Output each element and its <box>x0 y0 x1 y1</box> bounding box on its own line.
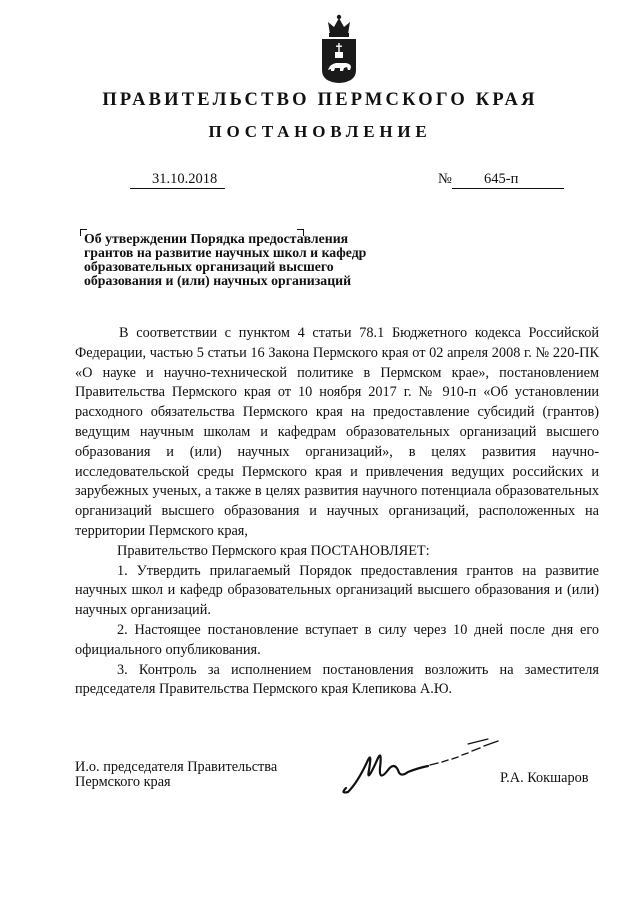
coat-of-arms-icon <box>318 12 360 84</box>
clause-3-paragraph: 3. Контроль за исполнением постановления возложить на заместителя председателя Правительства Пермского края Клепикова А.Ю. <box>75 661 599 698</box>
signer-position-line: Пермского края <box>75 774 171 790</box>
subject-line: образования и (или) научных организаций <box>84 273 352 288</box>
signer-name: Р.А. Кокшаров <box>500 770 589 786</box>
document-type: ПОСТАНОВЛЕНИЕ <box>208 122 432 141</box>
clause-2-paragraph: 2. Настоящее постановление вступает в силу через 10 дней после дня его официального опубликования. <box>75 621 599 658</box>
subject-line: образовательных организаций высшего <box>84 259 334 274</box>
government-title: ПРАВИТЕЛЬСТВО ПЕРМСКОГО КРАЯ <box>102 90 538 110</box>
preamble-paragraph: В соответствии с пунктом 4 статьи 78.1 Бюджетного кодекса Российской Федерации, частью 5 статьи 16 Закона Пермского края от 02 апреля 2008 г. № 220-ПК «О науке и научно-технической политике в Пермском крае», постановлением Правительства Пермского края от 10 ноября 2017 г. № 910-п «Об установлении расходного обязательства Пермского края на предоставление субсидий (грантов) ведущим научным школам и кафедрам образовательных организаций высшего образования и (или) научных организаций», в целях развития научно-исследовательской среды Пермского края и привлечения ведущих российских и зарубежных ученых, а также в целях развития научного потенциала образовательных организаций высшего образования и научных организаций, расположенных на территории Пермского края, <box>75 325 599 539</box>
document-number: 645-п <box>452 171 564 189</box>
document-date: 31.10.2018 <box>130 171 225 189</box>
resolution-paragraph: Правительство Пермского края ПОСТАНОВЛЯЕТ: <box>117 542 430 559</box>
document-subject <box>84 232 444 288</box>
subject-line: Об утверждении Порядка предоставления <box>84 231 349 246</box>
number-sign: № <box>438 171 452 187</box>
clause-1-paragraph: 1. Утвердить прилагаемый Порядок предоставления грантов на развитие научных школ и кафедр образовательных организаций высшего образования и (или) научных организаций. <box>75 562 599 619</box>
signer-position <box>75 760 277 790</box>
handwritten-signature <box>338 730 513 800</box>
signer-position-line: И.о. председателя Правительства <box>75 759 278 775</box>
document-body <box>75 324 599 700</box>
subject-line: грантов на развитие научных школ и кафедр <box>84 245 367 260</box>
